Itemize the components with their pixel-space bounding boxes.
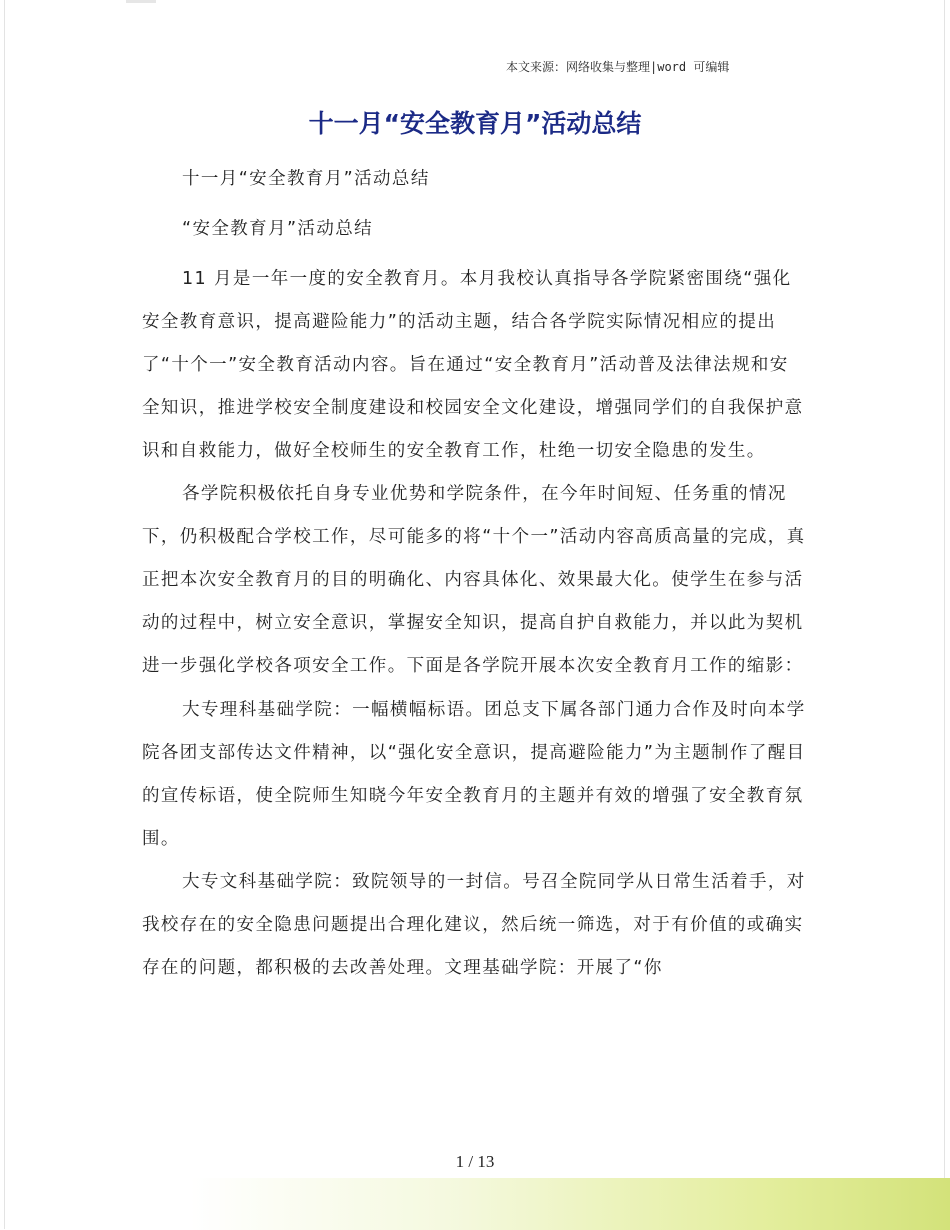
corner-mark bbox=[126, 0, 156, 3]
source-note: 本文来源：网络收集与整理|word 可编辑 bbox=[506, 60, 730, 74]
document-body bbox=[142, 158, 806, 991]
paragraph: 大专文科基础学院：致院领导的一封信。号召全院同学从日常生活着手，对我校存在的安全隐患问题提出合理化建议，然后统一筛选，对于有价值的或确实存在的问题，都积极的去改善处理。文理基础学院：开展了“你 bbox=[142, 872, 806, 978]
document-title: 十一月“安全教育月”活动总结 bbox=[308, 109, 642, 138]
page-indicator: 1 / 13 bbox=[455, 1152, 495, 1171]
subtitle-line: “安全教育月”活动总结 bbox=[182, 219, 374, 239]
paragraph: 11 月是一年一度的安全教育月。本月我校认真指导各学院紧密围绕“强化安全教育意识，提高避险能力”的活动主题，结合各学院实际情况相应的提出了“十个一”安全教育活动内容。旨在通过“安全教育月”活动普及法律法规和安全知识，推进学校安全制度建设和校园安全文化建设，增强同学们的自我保护意识和自救能力，做好全校师生的安全教育工作，杜绝一切安全隐患的发生。 bbox=[142, 269, 804, 461]
footer-decoration bbox=[190, 1178, 950, 1230]
subtitle-line: 十一月“安全教育月”活动总结 bbox=[182, 169, 430, 189]
paragraph: 各学院积极依托自身专业优势和学院条件，在今年时间短、任务重的情况下，仍积极配合学校工作，尽可能多的将“十个一”活动内容高质高量的完成，真正把本次安全教育月的目的明确化、内容具体化、效果最大化。使学生在参与活动的过程中，树立安全意识，掌握安全知识，提高自护自救能力，并以此为契机进一步强化学校各项安全工作。下面是各学院开展本次安全教育月工作的缩影： bbox=[142, 484, 806, 676]
paragraph: 大专理科基础学院：一幅横幅标语。团总支下属各部门通力合作及时向本学院各团支部传达文件精神，以“强化安全意识，提高避险能力”为主题制作了醒目的宣传标语，使全院师生知晓今年安全教育月的主题并有效的增强了安全教育氛围。 bbox=[142, 699, 806, 849]
